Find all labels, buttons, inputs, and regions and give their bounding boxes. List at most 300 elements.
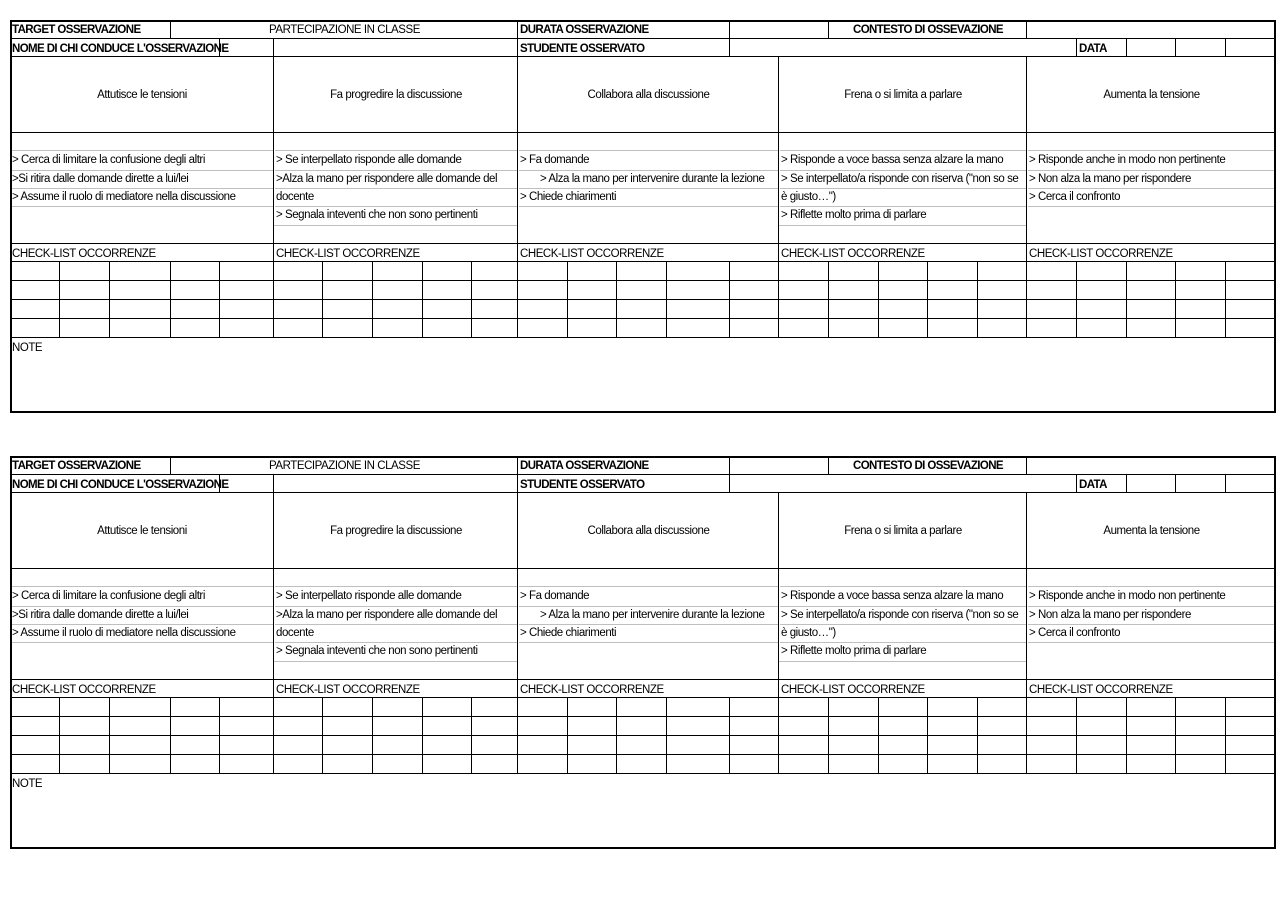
rule-line (519, 624, 778, 625)
checklist-cell[interactable] (928, 262, 978, 281)
checklist-cell[interactable] (1027, 281, 1077, 300)
checklist-cell[interactable] (879, 717, 928, 736)
checklist-cell[interactable] (829, 698, 879, 717)
checklist-cell[interactable] (1077, 300, 1127, 319)
checklist-cell[interactable] (60, 698, 110, 717)
checklist-cell[interactable] (1077, 262, 1127, 281)
checklist-cell[interactable] (60, 717, 110, 736)
behavior-item: > Fa domande (520, 154, 590, 166)
checklist-cell[interactable] (829, 319, 879, 338)
date-field[interactable] (1127, 39, 1276, 57)
checklist-cell[interactable] (568, 319, 617, 338)
checklist-cell[interactable] (220, 698, 274, 717)
behavior-item: > Alza la mano per intervenire durante la lezione (540, 609, 765, 621)
checklist-cell[interactable] (730, 319, 779, 338)
checklist-cell[interactable] (667, 300, 730, 319)
checklist-cell[interactable] (667, 319, 730, 338)
rule-line (11, 586, 273, 587)
checklist-cell[interactable] (423, 755, 472, 774)
checklist-cell[interactable] (829, 300, 879, 319)
rule-line (11, 188, 273, 189)
checklist-cell[interactable] (1176, 319, 1226, 338)
checklist-cell[interactable] (472, 281, 518, 300)
checklist-cell[interactable] (1176, 300, 1226, 319)
checklist-cell[interactable] (220, 319, 274, 338)
checklist-cell[interactable] (667, 717, 730, 736)
checklist-cell[interactable] (928, 281, 978, 300)
checklist-cell[interactable] (1127, 319, 1176, 338)
checklist-cell[interactable] (274, 698, 323, 717)
rule-line (519, 170, 778, 171)
checklist-cell[interactable] (10, 300, 60, 319)
checklist-cell[interactable] (518, 698, 568, 717)
checklist-cell[interactable] (110, 717, 171, 736)
checklist-cell[interactable] (373, 736, 423, 755)
checklist-cell[interactable] (373, 717, 423, 736)
checklist-cell[interactable] (568, 717, 617, 736)
observer-label: NOME DI CHI CONDUCE L'OSSERVAZIONE (12, 479, 229, 491)
observer-label: NOME DI CHI CONDUCE L'OSSERVAZIONE (12, 43, 229, 55)
checklist-cell[interactable] (879, 698, 928, 717)
checklist-cell[interactable] (1127, 281, 1176, 300)
checklist-cell[interactable] (1077, 755, 1127, 774)
checklist-cell[interactable] (1027, 755, 1077, 774)
checklist-cell[interactable] (274, 281, 323, 300)
behavior-item: > Risponde anche in modo non pertinente (1029, 590, 1226, 602)
checklist-cell[interactable] (617, 736, 667, 755)
context-field[interactable] (1027, 456, 1276, 475)
behavior-item: > Assume il ruolo di mediatore nella discussione (12, 627, 236, 639)
checklist-cell[interactable] (978, 717, 1027, 736)
checklist-cell[interactable] (220, 755, 274, 774)
checklist-cell[interactable] (1077, 698, 1127, 717)
checklist-cell[interactable] (10, 755, 60, 774)
checklist-cell[interactable] (518, 300, 568, 319)
checklist-label: CHECK-LIST OCCORRENZE (12, 684, 156, 696)
note-field[interactable] (10, 792, 1276, 848)
checklist-cell[interactable] (10, 319, 60, 338)
rule-line (10, 243, 1276, 244)
checklist-cell[interactable] (10, 281, 60, 300)
checklist-cell[interactable] (60, 281, 110, 300)
checklist-cell[interactable] (110, 281, 171, 300)
checklist-cell[interactable] (617, 262, 667, 281)
checklist-cell[interactable] (978, 319, 1027, 338)
checklist-cell[interactable] (373, 262, 423, 281)
checklist-cell[interactable] (60, 262, 110, 281)
context-label: CONTESTO DI OSSEVAZIONE (853, 460, 1003, 472)
checklist-cell[interactable] (779, 698, 829, 717)
category-heading: Aumenta la tensione (1103, 89, 1200, 101)
target-field[interactable] (171, 456, 518, 475)
checklist-cell[interactable] (472, 319, 518, 338)
checklist-cell[interactable] (1226, 717, 1276, 736)
category-heading: Fa progredire la discussione (330, 525, 462, 537)
checklist-cell[interactable] (879, 319, 928, 338)
checklist-cell[interactable] (829, 262, 879, 281)
checklist-cell[interactable] (1077, 319, 1127, 338)
checklist-cell[interactable] (423, 698, 472, 717)
checklist-cell[interactable] (1127, 262, 1176, 281)
category-heading: Attutisce le tensioni (97, 525, 187, 537)
checklist-cell[interactable] (423, 717, 472, 736)
checklist-cell[interactable] (779, 262, 829, 281)
checklist-cell[interactable] (323, 262, 373, 281)
rule-line (11, 206, 273, 207)
checklist-cell[interactable] (928, 300, 978, 319)
checklist-cell[interactable] (171, 755, 220, 774)
checklist-cell[interactable] (518, 717, 568, 736)
checklist-cell[interactable] (323, 736, 373, 755)
checklist-cell[interactable] (617, 300, 667, 319)
checklist-cell[interactable] (220, 300, 274, 319)
checklist-cell[interactable] (274, 717, 323, 736)
checklist-cell[interactable] (978, 736, 1027, 755)
checklist-cell[interactable] (667, 281, 730, 300)
checklist-cell[interactable] (1226, 698, 1276, 717)
checklist-label: CHECK-LIST OCCORRENZE (1029, 248, 1173, 260)
checklist-cell[interactable] (617, 698, 667, 717)
checklist-cell[interactable] (323, 755, 373, 774)
date-label: DATA (1079, 43, 1107, 55)
checklist-cell[interactable] (978, 300, 1027, 319)
checklist-cell[interactable] (220, 717, 274, 736)
target-label: TARGET OSSERVAZIONE (12, 460, 141, 472)
checklist-cell[interactable] (617, 281, 667, 300)
checklist-cell[interactable] (1027, 262, 1077, 281)
checklist-cell[interactable] (472, 262, 518, 281)
checklist-cell[interactable] (1226, 300, 1276, 319)
behavior-item: > Riflette molto prima di parlare (781, 645, 927, 657)
checklist-cell[interactable] (928, 755, 978, 774)
checklist-cell[interactable] (110, 698, 171, 717)
checklist-label: CHECK-LIST OCCORRENZE (12, 248, 156, 260)
behavior-item: > Risponde a voce bassa senza alzare la mano (781, 590, 1004, 602)
checklist-cell[interactable] (568, 736, 617, 755)
observer-field[interactable] (274, 39, 518, 57)
category-heading: Collabora alla discussione (587, 525, 710, 537)
checklist-label: CHECK-LIST OCCORRENZE (520, 684, 664, 696)
behavior-item: > Chiede chiarimenti (520, 627, 617, 639)
checklist-cell[interactable] (274, 262, 323, 281)
checklist-cell[interactable] (373, 698, 423, 717)
checklist-cell[interactable] (1226, 281, 1276, 300)
checklist-cell[interactable] (1176, 755, 1226, 774)
behavior-item: >Alza la mano per rispondere alle domande del docente (276, 173, 498, 203)
checklist-cell[interactable] (373, 281, 423, 300)
checklist-label: CHECK-LIST OCCORRENZE (276, 248, 420, 260)
checklist-cell[interactable] (10, 698, 60, 717)
checklist-cell[interactable] (423, 262, 472, 281)
checklist-cell[interactable] (1226, 736, 1276, 755)
checklist-cell[interactable] (568, 262, 617, 281)
note-label: NOTE (12, 342, 43, 354)
checklist-cell[interactable] (323, 717, 373, 736)
checklist-cell[interactable] (1176, 736, 1226, 755)
checklist-cell[interactable] (978, 698, 1027, 717)
checklist-cell[interactable] (1077, 281, 1127, 300)
checklist-cell[interactable] (829, 755, 879, 774)
checklist-cell[interactable] (60, 319, 110, 338)
checklist-cell[interactable] (110, 755, 171, 774)
checklist-cell[interactable] (10, 736, 60, 755)
checklist-cell[interactable] (171, 698, 220, 717)
checklist-cell[interactable] (110, 300, 171, 319)
rule-line (519, 586, 778, 587)
target-field[interactable] (171, 20, 518, 39)
observation-form-1 (10, 20, 1276, 413)
checklist-cell[interactable] (879, 300, 928, 319)
context-label: CONTESTO DI OSSEVAZIONE (853, 24, 1003, 36)
rule-line (519, 188, 778, 189)
checklist-cell[interactable] (1226, 262, 1276, 281)
checklist-cell[interactable] (518, 319, 568, 338)
checklist-cell[interactable] (568, 755, 617, 774)
checklist-cell[interactable] (518, 262, 568, 281)
checklist-label: CHECK-LIST OCCORRENZE (520, 248, 664, 260)
form-border (10, 456, 1276, 849)
rule-line (274, 661, 518, 662)
rule-line (519, 150, 778, 151)
rule-line (780, 150, 1026, 151)
note-field[interactable] (10, 356, 1276, 412)
behavior-item: >Si ritira dalle domande dirette a lui/lei (12, 173, 189, 185)
checklist-cell[interactable] (171, 736, 220, 755)
checklist-cell[interactable] (423, 281, 472, 300)
checklist-cell[interactable] (1176, 717, 1226, 736)
checklist-cell[interactable] (1027, 717, 1077, 736)
checklist-cell[interactable] (220, 262, 274, 281)
behavior-item: > Risponde a voce bassa senza alzare la mano (781, 154, 1004, 166)
checklist-cell[interactable] (568, 281, 617, 300)
checklist-label: CHECK-LIST OCCORRENZE (1029, 684, 1173, 696)
rule-line (1028, 150, 1275, 151)
checklist-cell[interactable] (60, 300, 110, 319)
checklist-cell[interactable] (730, 717, 779, 736)
behavior-item: > Cerca di limitare la confusione degli altri (12, 590, 205, 602)
checklist-cell[interactable] (171, 717, 220, 736)
checklist-label: CHECK-LIST OCCORRENZE (781, 684, 925, 696)
checklist-cell[interactable] (617, 717, 667, 736)
checklist-cell[interactable] (518, 736, 568, 755)
context-field[interactable] (1027, 20, 1276, 39)
behavior-item: > Non alza la mano per rispondere (1029, 173, 1191, 185)
rule-line (10, 679, 1276, 680)
behavior-item: > Alza la mano per intervenire durante la lezione (540, 173, 765, 185)
date-field[interactable] (1127, 475, 1276, 493)
behavior-item: > Se interpellato risponde alle domande (276, 590, 462, 602)
checklist-cell[interactable] (110, 319, 171, 338)
checklist-cell[interactable] (730, 262, 779, 281)
student-label: STUDENTE OSSERVATO (520, 43, 645, 55)
checklist-cell[interactable] (730, 300, 779, 319)
checklist-cell[interactable] (323, 319, 373, 338)
checklist-cell[interactable] (1226, 319, 1276, 338)
duration-field[interactable] (730, 20, 829, 39)
date-label: DATA (1079, 479, 1107, 491)
checklist-cell[interactable] (373, 755, 423, 774)
rule-line (780, 586, 1026, 587)
checklist-cell[interactable] (220, 281, 274, 300)
checklist-cell[interactable] (1027, 736, 1077, 755)
checklist-cell[interactable] (323, 698, 373, 717)
checklist-cell[interactable] (1077, 736, 1127, 755)
rule-line (11, 624, 273, 625)
checklist-cell[interactable] (1127, 300, 1176, 319)
checklist-cell[interactable] (518, 281, 568, 300)
checklist-cell[interactable] (274, 755, 323, 774)
checklist-cell[interactable] (274, 300, 323, 319)
checklist-cell[interactable] (1027, 319, 1077, 338)
target-value: PARTECIPAZIONE IN CLASSE (269, 24, 420, 36)
checklist-cell[interactable] (472, 736, 518, 755)
category-heading: Frena o si limita a parlare (844, 525, 962, 537)
checklist-cell[interactable] (829, 717, 879, 736)
checklist-cell[interactable] (60, 755, 110, 774)
behavior-item: > Non alza la mano per rispondere (1029, 609, 1191, 621)
checklist-cell[interactable] (171, 319, 220, 338)
category-heading: Frena o si limita a parlare (844, 89, 962, 101)
checklist-cell[interactable] (730, 755, 779, 774)
checklist-cell[interactable] (730, 698, 779, 717)
checklist-cell[interactable] (928, 698, 978, 717)
checklist-cell[interactable] (779, 736, 829, 755)
checklist-label: CHECK-LIST OCCORRENZE (276, 684, 420, 696)
checklist-cell[interactable] (423, 319, 472, 338)
checklist-cell[interactable] (779, 300, 829, 319)
rule-line (10, 56, 1276, 57)
checklist-cell[interactable] (274, 736, 323, 755)
rule-line (1028, 170, 1275, 171)
observer-field[interactable] (274, 475, 518, 493)
checklist-cell[interactable] (617, 755, 667, 774)
checklist-cell[interactable] (373, 300, 423, 319)
behavior-item: > Se interpellato/a risponde con riserva ("non so se è giusto…") (781, 609, 1019, 639)
checklist-cell[interactable] (1127, 755, 1176, 774)
checklist-cell[interactable] (1226, 755, 1276, 774)
checklist-cell[interactable] (978, 755, 1027, 774)
checklist-cell[interactable] (568, 698, 617, 717)
rule-line (779, 225, 1027, 226)
checklist-cell[interactable] (10, 262, 60, 281)
checklist-cell[interactable] (978, 281, 1027, 300)
checklist-cell[interactable] (879, 262, 928, 281)
checklist-cell[interactable] (667, 755, 730, 774)
checklist-cell[interactable] (472, 698, 518, 717)
rule-line (275, 586, 517, 587)
target-value: PARTECIPAZIONE IN CLASSE (269, 460, 420, 472)
behavior-item: > Riflette molto prima di parlare (781, 209, 927, 221)
checklist-cell[interactable] (171, 300, 220, 319)
rule-line (10, 492, 1276, 493)
behavior-item: > Segnala inteventi che non sono pertinenti (276, 209, 478, 221)
rule-line (1028, 642, 1275, 643)
behavior-item: > Segnala inteventi che non sono pertinenti (276, 645, 478, 657)
checklist-cell[interactable] (779, 755, 829, 774)
checklist-cell[interactable] (220, 736, 274, 755)
checklist-cell[interactable] (472, 717, 518, 736)
checklist-cell[interactable] (779, 319, 829, 338)
checklist-cell[interactable] (110, 262, 171, 281)
checklist-cell[interactable] (1127, 736, 1176, 755)
checklist-cell[interactable] (1176, 262, 1226, 281)
category-heading: Attutisce le tensioni (97, 89, 187, 101)
checklist-cell[interactable] (423, 736, 472, 755)
checklist-cell[interactable] (423, 300, 472, 319)
checklist-cell[interactable] (518, 755, 568, 774)
checklist-cell[interactable] (879, 281, 928, 300)
checklist-cell[interactable] (60, 736, 110, 755)
checklist-cell[interactable] (171, 262, 220, 281)
checklist-cell[interactable] (667, 736, 730, 755)
checklist-cell[interactable] (1077, 717, 1127, 736)
duration-field[interactable] (730, 456, 829, 475)
target-label: TARGET OSSERVAZIONE (12, 24, 141, 36)
behavior-item: > Se interpellato risponde alle domande (276, 154, 462, 166)
checklist-cell[interactable] (110, 736, 171, 755)
checklist-cell[interactable] (274, 319, 323, 338)
rule-line (1028, 624, 1275, 625)
behavior-item: > Cerca il confronto (1029, 627, 1121, 639)
checklist-cell[interactable] (568, 300, 617, 319)
checklist-cell[interactable] (1127, 698, 1176, 717)
checklist-cell[interactable] (879, 755, 928, 774)
checklist-cell[interactable] (928, 736, 978, 755)
checklist-cell[interactable] (1127, 717, 1176, 736)
checklist-cell[interactable] (1176, 281, 1226, 300)
rule-line (11, 642, 273, 643)
student-field[interactable] (730, 39, 1077, 57)
checklist-cell[interactable] (171, 281, 220, 300)
behavior-item: > Chiede chiarimenti (520, 191, 617, 203)
note-label: NOTE (12, 778, 43, 790)
rule-line (1028, 586, 1275, 587)
student-field[interactable] (730, 475, 1077, 493)
checklist-cell[interactable] (373, 319, 423, 338)
checklist-cell[interactable] (323, 281, 373, 300)
checklist-cell[interactable] (617, 319, 667, 338)
checklist-cell[interactable] (1027, 698, 1077, 717)
checklist-cell[interactable] (978, 262, 1027, 281)
behavior-item: > Cerca il confronto (1029, 191, 1121, 203)
checklist-cell[interactable] (879, 736, 928, 755)
checklist-cell[interactable] (323, 300, 373, 319)
behavior-item: >Si ritira dalle domande dirette a lui/lei (12, 609, 189, 621)
checklist-cell[interactable] (1176, 698, 1226, 717)
checklist-cell[interactable] (779, 717, 829, 736)
category-heading: Aumenta la tensione (1103, 525, 1200, 537)
category-heading: Collabora alla discussione (587, 89, 710, 101)
checklist-cell[interactable] (829, 281, 879, 300)
checklist-cell[interactable] (779, 281, 829, 300)
checklist-cell[interactable] (472, 300, 518, 319)
checklist-cell[interactable] (10, 717, 60, 736)
rule-line (779, 661, 1027, 662)
checklist-cell[interactable] (667, 698, 730, 717)
rule-line (1028, 606, 1275, 607)
checklist-cell[interactable] (472, 755, 518, 774)
checklist-cell[interactable] (730, 736, 779, 755)
checklist-cell[interactable] (1027, 300, 1077, 319)
checklist-cell[interactable] (730, 281, 779, 300)
duration-label: DURATA OSSERVAZIONE (520, 460, 649, 472)
checklist-cell[interactable] (829, 736, 879, 755)
duration-label: DURATA OSSERVAZIONE (520, 24, 649, 36)
checklist-cell[interactable] (928, 717, 978, 736)
form-border (10, 20, 1276, 413)
checklist-cell[interactable] (667, 262, 730, 281)
checklist-cell[interactable] (928, 319, 978, 338)
